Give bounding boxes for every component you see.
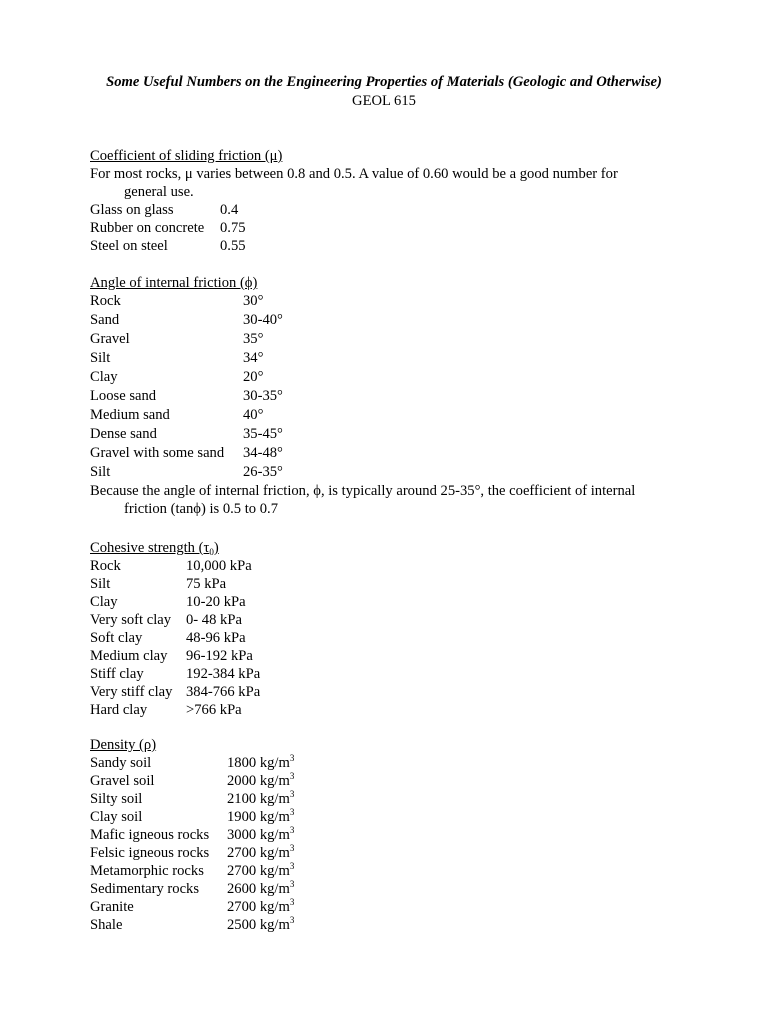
table-row bbox=[90, 862, 690, 880]
table-row bbox=[90, 665, 690, 683]
row-value-text: 0.75 bbox=[220, 220, 246, 236]
row-label: Sandy soil bbox=[90, 755, 152, 771]
row-label: Metamorphic rocks bbox=[90, 863, 204, 879]
table-row bbox=[90, 444, 690, 463]
row-label: Clay soil bbox=[90, 809, 143, 825]
cohesive-section bbox=[90, 539, 690, 719]
table-row bbox=[90, 406, 690, 425]
row-label: Very soft clay bbox=[90, 612, 172, 628]
unit-exponent: 3 bbox=[289, 843, 295, 853]
row-value-text: 20° bbox=[243, 369, 264, 385]
row-value-text: 34-48° bbox=[243, 445, 283, 461]
table-row bbox=[90, 557, 690, 575]
row-value bbox=[186, 665, 260, 683]
row-value bbox=[227, 916, 294, 934]
row-value bbox=[227, 898, 294, 916]
table-row bbox=[90, 916, 690, 934]
row-label: Sand bbox=[90, 312, 120, 328]
cohesive-table bbox=[90, 557, 690, 719]
row-label: Dense sand bbox=[90, 426, 157, 442]
friction-paragraph-line1: For most rocks, μ varies between 0.8 and 0.5. A value of 0.60 would be a good number for bbox=[90, 166, 618, 182]
table-row bbox=[90, 330, 690, 349]
row-label: Clay bbox=[90, 594, 118, 610]
row-value bbox=[243, 311, 283, 330]
row-value-text: 35° bbox=[243, 331, 264, 347]
row-label: Silty soil bbox=[90, 791, 143, 807]
row-value-text: 192-384 kPa bbox=[186, 666, 261, 682]
row-label: Glass on glass bbox=[90, 202, 174, 218]
row-value bbox=[186, 593, 246, 611]
table-row bbox=[90, 292, 690, 311]
row-value bbox=[227, 790, 294, 808]
row-label: Silt bbox=[90, 350, 111, 366]
row-value bbox=[186, 557, 252, 575]
table-row bbox=[90, 701, 690, 719]
table-row bbox=[90, 593, 690, 611]
row-value bbox=[243, 292, 263, 311]
friction-paragraph-line2: general use. bbox=[124, 184, 194, 200]
row-value-text: 2700 kg/m bbox=[227, 863, 290, 879]
table-row bbox=[90, 368, 690, 387]
row-value-text: 35-45° bbox=[243, 426, 283, 442]
row-value bbox=[243, 330, 263, 349]
row-value bbox=[227, 826, 294, 844]
row-value bbox=[243, 463, 283, 482]
table-row bbox=[90, 237, 690, 255]
table-row bbox=[90, 647, 690, 665]
row-value bbox=[243, 387, 283, 406]
table-row bbox=[90, 575, 690, 593]
density-heading: Density (ρ) bbox=[90, 737, 157, 753]
row-value bbox=[186, 629, 246, 647]
row-value-text: 0- 48 kPa bbox=[186, 612, 242, 628]
row-value bbox=[186, 647, 253, 665]
row-value bbox=[227, 754, 294, 772]
row-value-text: 1900 kg/m bbox=[227, 809, 290, 825]
row-value-text: 384-766 kPa bbox=[186, 684, 261, 700]
unit-exponent: 3 bbox=[289, 897, 295, 907]
row-label: Gravel with some sand bbox=[90, 445, 225, 461]
row-value-text: 0.4 bbox=[220, 202, 239, 218]
row-label: Medium clay bbox=[90, 648, 168, 664]
row-label: Rubber on concrete bbox=[90, 220, 205, 236]
row-value bbox=[227, 772, 294, 790]
unit-exponent: 3 bbox=[289, 753, 295, 763]
row-value-text: 3000 kg/m bbox=[227, 827, 290, 843]
row-value bbox=[243, 349, 263, 368]
row-value-text: 2600 kg/m bbox=[227, 881, 290, 897]
density-table bbox=[90, 754, 690, 934]
unit-exponent: 3 bbox=[289, 771, 295, 781]
row-label: Gravel soil bbox=[90, 773, 155, 789]
row-value-text: 2700 kg/m bbox=[227, 845, 290, 861]
row-label: Rock bbox=[90, 293, 121, 309]
table-row bbox=[90, 387, 690, 406]
row-value bbox=[227, 862, 294, 880]
friction-section bbox=[90, 147, 690, 255]
table-row bbox=[90, 880, 690, 898]
table-row bbox=[90, 790, 690, 808]
row-value bbox=[186, 701, 242, 719]
row-value bbox=[227, 880, 294, 898]
unit-exponent: 3 bbox=[289, 807, 295, 817]
table-row bbox=[90, 826, 690, 844]
table-row bbox=[90, 201, 690, 219]
row-label: Gravel bbox=[90, 331, 130, 347]
row-value-text: 96-192 kPa bbox=[186, 648, 253, 664]
row-value bbox=[186, 575, 226, 593]
friction-heading: Coefficient of sliding friction (μ) bbox=[90, 148, 283, 164]
row-value bbox=[220, 237, 246, 255]
document-title: Some Useful Numbers on the Engineering Properties of Materials (Geologic and Otherwise) bbox=[106, 74, 662, 90]
angle-note-line2: friction (tanϕ) is 0.5 to 0.7 bbox=[124, 501, 278, 517]
angle-note-line1: Because the angle of internal friction, ϕ, is typically around 25-35°, the coefficient of internal bbox=[90, 483, 636, 499]
table-row bbox=[90, 772, 690, 790]
table-row bbox=[90, 463, 690, 482]
document-subtitle: GEOL 615 bbox=[352, 93, 416, 109]
row-label: Stiff clay bbox=[90, 666, 144, 682]
row-value bbox=[227, 844, 294, 862]
unit-exponent: 3 bbox=[289, 879, 295, 889]
row-value bbox=[220, 219, 246, 237]
row-value bbox=[227, 808, 294, 826]
table-row bbox=[90, 311, 690, 330]
row-value-text: 30-40° bbox=[243, 312, 283, 328]
row-value-text: 2100 kg/m bbox=[227, 791, 290, 807]
table-row bbox=[90, 629, 690, 647]
table-row bbox=[90, 683, 690, 701]
row-value bbox=[220, 201, 238, 219]
row-label: Granite bbox=[90, 899, 134, 915]
row-label: Hard clay bbox=[90, 702, 148, 718]
angle-heading: Angle of internal friction (ϕ) bbox=[90, 275, 258, 291]
table-row bbox=[90, 754, 690, 772]
row-value bbox=[243, 425, 283, 444]
table-row bbox=[90, 808, 690, 826]
cohesive-heading-text: Cohesive strength (τ bbox=[90, 540, 210, 556]
row-label: Silt bbox=[90, 464, 111, 480]
row-label: Medium sand bbox=[90, 407, 170, 423]
row-value-text: 40° bbox=[243, 407, 264, 423]
row-label: Very stiff clay bbox=[90, 684, 173, 700]
row-value-text: 2500 kg/m bbox=[227, 917, 290, 933]
friction-paragraph bbox=[90, 165, 690, 201]
row-value bbox=[243, 444, 283, 463]
table-row bbox=[90, 219, 690, 237]
row-value-text: 1800 kg/m bbox=[227, 755, 290, 771]
row-label: Soft clay bbox=[90, 630, 143, 646]
row-value-text: 10-20 kPa bbox=[186, 594, 246, 610]
row-value-text: 2000 kg/m bbox=[227, 773, 290, 789]
angle-section bbox=[90, 274, 690, 518]
row-value bbox=[243, 368, 263, 387]
row-value-text: 26-35° bbox=[243, 464, 283, 480]
cohesive-heading-close: ) bbox=[213, 540, 219, 556]
row-label: Steel on steel bbox=[90, 238, 168, 254]
row-label: Mafic igneous rocks bbox=[90, 827, 210, 843]
row-value-text: 75 kPa bbox=[186, 576, 227, 592]
table-row bbox=[90, 349, 690, 368]
row-value bbox=[186, 683, 260, 701]
row-value-text: >766 kPa bbox=[186, 702, 242, 718]
row-value-text: 48-96 kPa bbox=[186, 630, 246, 646]
row-value bbox=[243, 406, 263, 425]
angle-note bbox=[90, 482, 690, 518]
angle-table bbox=[90, 292, 690, 482]
row-label: Clay bbox=[90, 369, 118, 385]
row-value-text: 34° bbox=[243, 350, 264, 366]
table-row bbox=[90, 425, 690, 444]
unit-exponent: 3 bbox=[289, 789, 295, 799]
row-label: Loose sand bbox=[90, 388, 157, 404]
row-value-text: 2700 kg/m bbox=[227, 899, 290, 915]
row-value bbox=[186, 611, 242, 629]
table-row bbox=[90, 611, 690, 629]
unit-exponent: 3 bbox=[289, 825, 295, 835]
density-section bbox=[90, 736, 690, 934]
table-row bbox=[90, 898, 690, 916]
cohesive-heading-subscript: 0 bbox=[209, 547, 214, 557]
table-row bbox=[90, 844, 690, 862]
row-value-text: 30° bbox=[243, 293, 264, 309]
unit-exponent: 3 bbox=[289, 861, 295, 871]
row-label: Sedimentary rocks bbox=[90, 881, 200, 897]
row-label: Felsic igneous rocks bbox=[90, 845, 210, 861]
row-value-text: 10,000 kPa bbox=[186, 558, 252, 574]
row-label: Shale bbox=[90, 917, 123, 933]
friction-table bbox=[90, 201, 690, 255]
row-value-text: 30-35° bbox=[243, 388, 283, 404]
row-label: Silt bbox=[90, 576, 111, 592]
cohesive-heading bbox=[90, 539, 690, 557]
unit-exponent: 3 bbox=[289, 915, 295, 925]
row-label: Rock bbox=[90, 558, 121, 574]
row-value-text: 0.55 bbox=[220, 238, 246, 254]
